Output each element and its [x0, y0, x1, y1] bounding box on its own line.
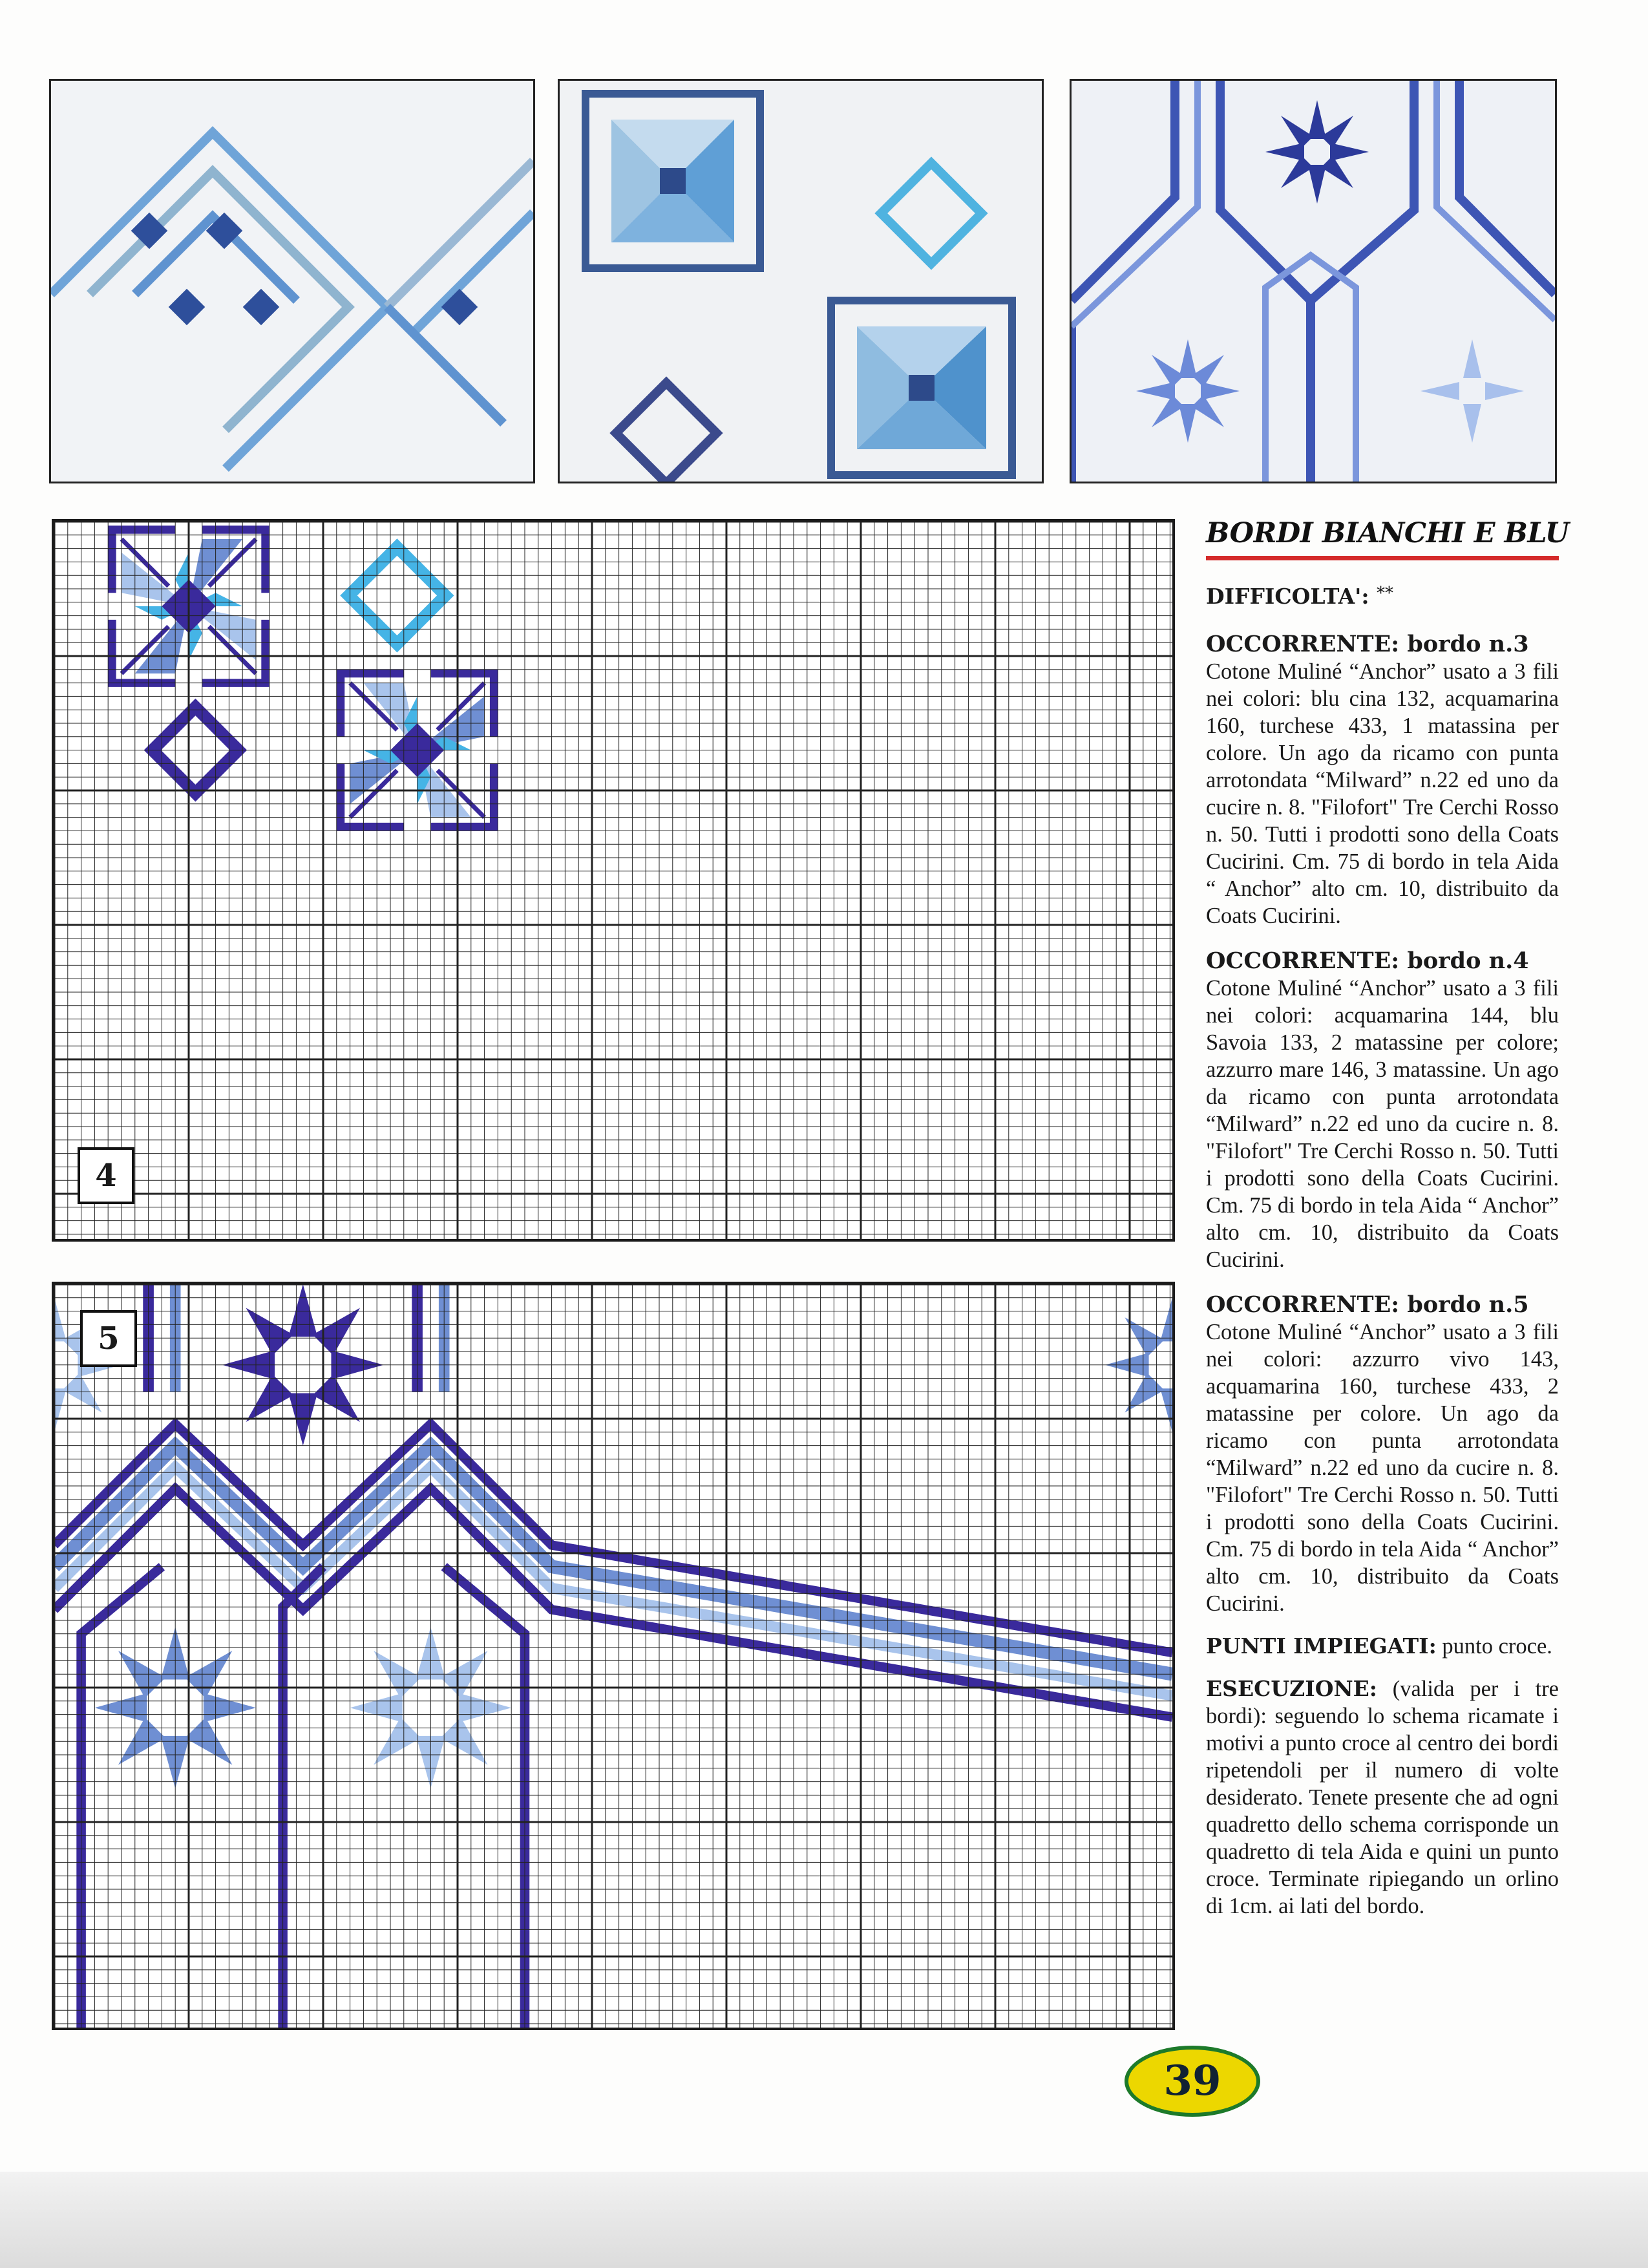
stitches-heading: PUNTI IMPIEGATI: [1206, 1633, 1437, 1659]
difficulty-label: DIFFICOLTA': [1206, 584, 1369, 609]
section-heading: OCCORRENTE: bordo n.3 [1206, 631, 1529, 657]
execution-body: (valida per i tre bordi): seguendo lo schema ricamate i motivi a punto croce al centro dei bordi ripetendoli per il numero di volte desiderato. Tenete presente che ad ogni quadretto dello schema corrisponde un quadretto di tela Aida e quini un punto croce. Terminate ripiegando un orlino di 1cm. ai lati del bordo. [1206, 1677, 1559, 1918]
section-bordo-4 [1206, 948, 1559, 1273]
photo-bordo-3 [49, 79, 535, 483]
cross-stitch-chart-5 [52, 1282, 1175, 2030]
difficulty [1206, 584, 1559, 609]
embroidery-photo-2 [560, 81, 1042, 482]
section-stitches [1206, 1633, 1559, 1660]
section-heading: OCCORRENTE: bordo n.5 [1206, 1291, 1529, 1318]
chart-4-number-badge: 4 [78, 1147, 134, 1204]
section-execution [1206, 1675, 1559, 1920]
section-body: Cotone Muliné “Anchor” usato a 3 fili nei colori: blu cina 132, acquamarina 160, turchese 433, 1 matassina per colore. Un ago da ricamo con punta arrotondata “Milward” n.22 ed uno da cucire n. 8. "Filofort" Tre Cerchi Rosso n. 50. Tutti i prodotti sono della Coats Cucirini. Cm. 75 di bordo in tela Aida “ Anchor” alto cm. 10, distribuito da Coats Cucirini. [1206, 659, 1559, 928]
section-heading: OCCORRENTE: bordo n.4 [1206, 948, 1529, 974]
photo-bordo-5 [1070, 79, 1557, 483]
section-bordo-5 [1206, 1291, 1559, 1617]
photo-bordo-4 [558, 79, 1044, 483]
scan-bottom-shadow [0, 2172, 1648, 2268]
cross-stitch-chart-4 [52, 519, 1175, 1242]
instructions-column [1206, 517, 1569, 1920]
chart-4-grid [54, 522, 1172, 1239]
chart-5-grid [54, 1284, 1172, 2028]
embroidery-photo-3 [1072, 81, 1555, 482]
article-title: BORDI BIANCHI E BLU [1206, 517, 1559, 560]
embroidery-photo-1 [51, 81, 533, 482]
section-body: Cotone Muliné “Anchor” usato a 3 fili nei colori: acquamarina 144, blu Savoia 133, 2 matassine per colore; azzurro mare 146, 3 matassine. Un ago da ricamo con punta arrotondata “Milward” n.22 ed uno da cucire n. 8. "Filofort" Tre Cerchi Rosso n. 50. Tutti i prodotti sono della Coats Cucirini. Cm. 75 di bordo in tela Aida “ Anchor” alto cm. 10, distribuito da Coats Cucirini. [1206, 976, 1559, 1272]
execution-heading: ESECUZIONE: [1206, 1676, 1377, 1701]
page-number-badge: 39 [1125, 2046, 1260, 2117]
section-body: Cotone Muliné “Anchor” usato a 3 fili nei colori: azzurro vivo 143, acquamarina 160, turchese 433, 2 matassine per colore. Un ago da ricamo con punta arrotondata “Milward” n.22 ed uno da cucire n. 8. "Filofort" Tre Cerchi Rosso n. 50. Tutti i prodotti sono della Coats Cucirini. Cm. 75 di bordo in tela Aida “ Anchor” alto cm. 10, distribuito da Coats Cucirini. [1206, 1320, 1559, 1616]
difficulty-stars: ** [1377, 584, 1394, 603]
chart-5-number-badge: 5 [80, 1310, 137, 1367]
stitches-body: punto croce. [1442, 1634, 1552, 1659]
section-bordo-3 [1206, 631, 1559, 929]
